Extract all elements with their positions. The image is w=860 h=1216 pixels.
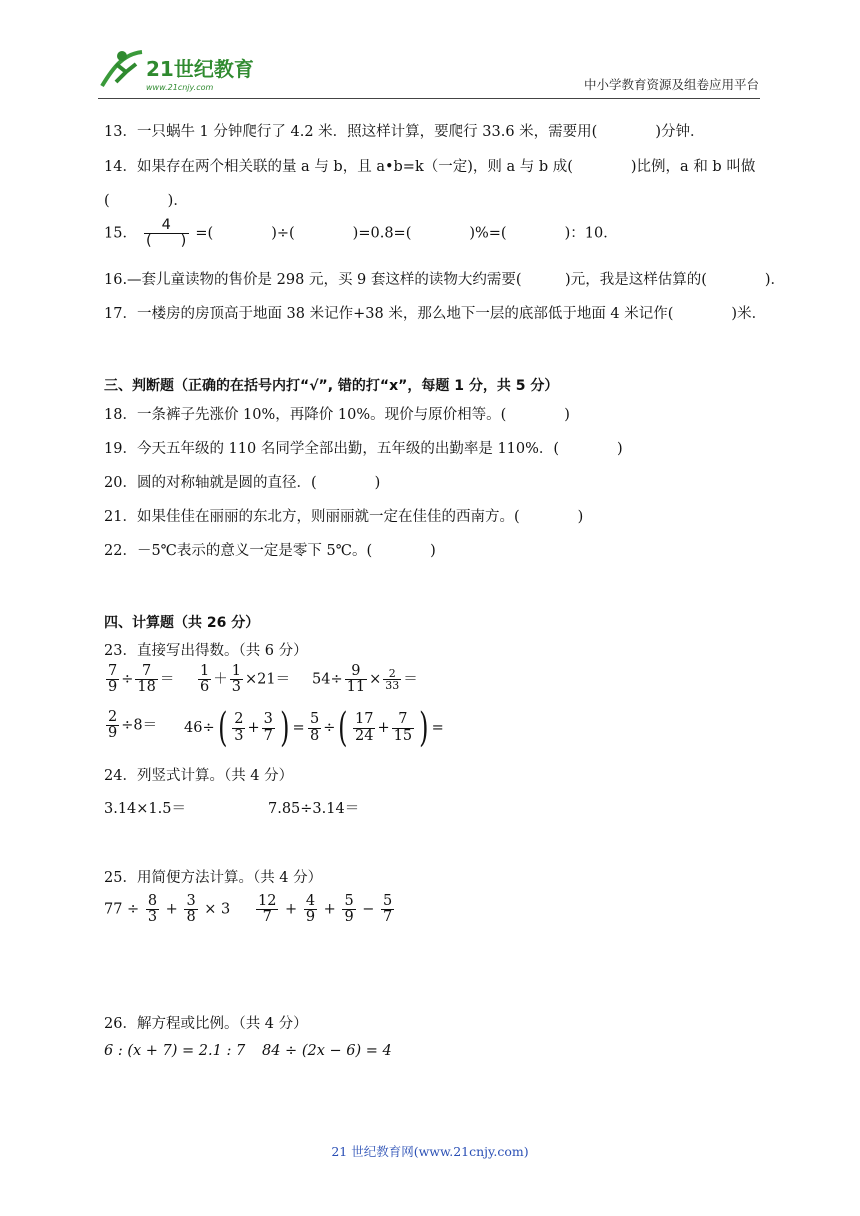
question-23: 23．直接写出得数。（共 6 分） <box>104 643 308 659</box>
question-20: 20．圆的对称轴就是圆的直径．( ) <box>104 475 381 491</box>
q24-item-2: 7.85÷3.14＝ <box>268 801 360 817</box>
question-15-rest: =( )÷( )=0.8=( )%=( )：10． <box>195 225 618 242</box>
expr-25-2: $\frac{12}{7}$ + $\frac{4}{9}$ + $\frac{5}{9}$ − $\frac{5}{7}$ <box>258 893 393 926</box>
question-15-fraction <box>144 218 189 249</box>
question-24: 24．列竖式计算。（共 4 分） <box>104 768 294 784</box>
question-22: 22．－5℃表示的意义一定是零下 5℃。( ) <box>104 543 436 559</box>
question-25: 25．用简便方法计算。（共 4 分） <box>104 870 323 886</box>
fraction-denominator: ( ) <box>146 233 187 250</box>
expr-23-5: 46÷( $\frac{2}{3}$ + $\frac{3}{7}$ ) = <box>184 705 305 751</box>
question-26: 26．解方程或比例。（共 4 分） <box>104 1016 308 1032</box>
footer-site[interactable]: 21 世纪教育网(www.21cnjy.com) <box>331 1144 529 1159</box>
logo-text: 21世纪教育 <box>146 57 254 81</box>
platform-name: 中小学教育资源及组卷应用平台 <box>583 77 759 92</box>
question-14-line1: 14．如果存在两个相关联的量 a 与 b，且 a•b=k（一定)，则 a 与 b 成( )比例，a 和 b 叫做 <box>104 159 756 175</box>
expr-25-1: 77 ÷ $\frac{8}{3}$ + $\frac{3}{8}$ × 3 <box>104 893 231 926</box>
question-21: 21．如果佳佳在丽丽的东北方，则丽丽就一定在佳佳的西南方。( ) <box>104 509 584 525</box>
question-18: 18．一条裤子先涨价 10%，再降价 10%。现价与原价相等。( ) <box>104 407 570 423</box>
expr-23-6: $\frac{5}{8}$ ÷( $\frac{17}{24}$ + $\frac{7}{15}$ ) = <box>310 705 444 751</box>
expr-23-1: $\frac{7}{9}$ ÷ $\frac{7}{18}$ ＝ <box>108 663 175 696</box>
expr-23-4: $\frac{2}{9}$ ÷8＝ <box>108 709 158 742</box>
q26-item-2: 84 ÷ (2x − 6) = 4 <box>262 1043 392 1059</box>
section-4-heading: 四、计算题（共 26 分） <box>104 615 260 631</box>
question-14-line2: ( )． <box>104 193 188 209</box>
expr-23-2: $\frac{1}{6}$ ＋ $\frac{1}{3}$ ×21＝ <box>200 663 291 696</box>
q24-item-1: 3.14×1.5＝ <box>104 801 186 817</box>
expr-23-3: 54÷ $\frac{9}{11}$ × $\frac{2}{33}$ ＝ <box>312 663 418 696</box>
logo-url: www.21cnjy.com <box>146 83 214 92</box>
question-19: 19．今天五年级的 110 名同学全部出勤，五年级的出勤率是 110%．( ) <box>104 441 623 457</box>
header-divider <box>98 98 760 99</box>
question-16: 16.—套儿童读物的售价是 298 元，买 9 套这样的读物大约需要( )元，我是这样估算的( )． <box>104 272 786 288</box>
site-logo <box>94 46 264 94</box>
section-3-heading: 三、判断题（正确的在括号内打“√”, 错的打“x”，每题 1 分，共 5 分） <box>104 378 559 394</box>
q26-item-1: 6 : (x + 7) = 2.1 : 7 <box>104 1043 246 1059</box>
question-17: 17．一楼房的房顶高于地面 38 米记作+38 米，那么地下一层的底部低于地面 4 米记作( )米． <box>104 306 767 322</box>
question-15-label: 15． <box>104 225 137 242</box>
question-15 <box>104 218 618 249</box>
question-13: 13．一只蜗牛 1 分钟爬行了 4.2 米．照这样计算，要爬行 33.6 米，需要用( )分钟． <box>104 124 705 140</box>
fraction-numerator: 4 <box>144 218 189 234</box>
